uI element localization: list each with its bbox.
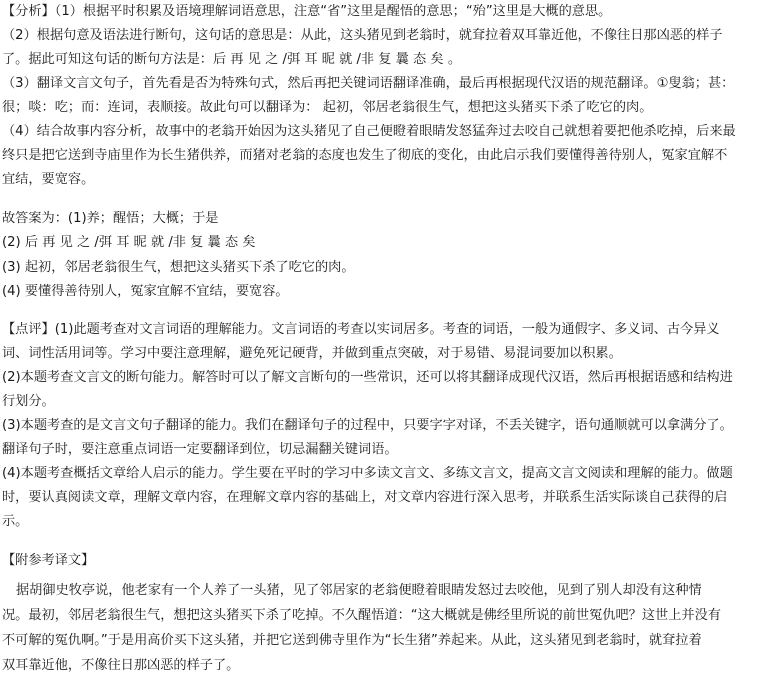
analysis-text-1: （1）根据平时积累及语境理解词语意思，注意“省”这里是醒悟的意思；“殆”这里是大概的意思。	[54, 4, 612, 19]
translation-line-4: 双耳靠近他，不像往日那凶恶的样子了。	[2, 658, 240, 673]
translation-line-2: 况。最初，邻居老翁很生气，想把这头猪买下杀了吃掉。不久醒悟道：“这大概就是佛经里所说的前世冤仇吧？这世上并没有	[2, 608, 721, 623]
answer-line-2: (2) 后 再 见 之 /弭 耳 昵 就 /非 复 曩 态 矣	[2, 235, 256, 250]
translation-line-3: 不可解的冤仇啊。”于是用高价买下这头猪，并把它送到佛寺里作为“长生猪”养起来。从此，这头猪见到老翁时，就耷拉着	[2, 633, 702, 648]
answer-line-1: 故答案为：(1)养；醒悟；大概；于是	[2, 211, 219, 226]
analysis-line-2: （2）根据句意及语法进行断句，这句话的意思是：从此，这头猪见到老翁时，就耷拉着双耳靠近他，不像往日那凶恶的样子	[2, 28, 723, 43]
analysis-line-4: （3）翻译文言文句子，首先看是否为特殊句式，然后再把关键词语翻译准确，最后再根据现代汉语的规范翻译。①叟翁；甚：	[2, 76, 735, 91]
answer-line-4: (4) 要懂得善待别人，冤家宜解不宜结，要宽容。	[2, 284, 289, 299]
analysis-line-1	[2, 3, 611, 21]
comment-line-5: (3)本题考查的是文言文句子翻译的能力。我们在翻译句子的过程中，只要字字对译，不丢关键字，语句通顺就可以拿满分了。	[2, 418, 733, 433]
comment-line-8: 时，要认真阅读文章，理解文章内容，在理解文章内容的基础上，对文章内容进行深入思考，并联系生活实际谈自己获得的启	[2, 490, 728, 505]
analysis-line-5: 很；啖：吃；而：连词，表顺接。故此句可以翻译为： 起初，邻居老翁很生气，想把这头猪买下杀了吃它的肉。	[2, 100, 653, 115]
comment-line-3: (2)本题考查文言文的断句能力。解答时可以了解文言断句的一些常识，还可以将其翻译成现代汉语，然后再根据语感和结构进	[2, 370, 733, 385]
analysis-line-6: （4）结合故事内容分析，故事中的老翁开始因为这头猪见了自己便瞪着眼睛发怒猛奔过去咬自己就想着要把他杀吃掉，后来最	[2, 124, 736, 139]
comment-line-2: 词、词性活用词等。学习中要注意理解，避免死记硬背，并做到重点突破，对于易错、易混词要加以积累。	[2, 346, 622, 361]
comment-line-7: (4)本题考查概括文章给人启示的能力。学生要在平时的学习中多读文言文、多练文言文，提高文言文阅读和理解的能力。做题	[2, 466, 733, 481]
comment-line-9: 示。	[2, 514, 29, 529]
comment-line-4: 行划分。	[2, 394, 55, 409]
analysis-line-8: 宜结，要宽容。	[2, 172, 95, 187]
comment-line-1: 【点评】(1)此题考查对文言词语的理解能力。文言词语的考查以实词居多。考查的词语，一般为通假字、多义词、古今异义	[2, 322, 720, 337]
analysis-line-7: 终只是把它送到寺庙里作为长生猪供养，而猪对老翁的态度也发生了彻底的变化，由此启示我们要懂得善待别人，冤家宜解不	[2, 148, 728, 163]
translation-heading: 【附参考译文】	[2, 553, 95, 568]
comment-line-6: 翻译句子时，要注意重点词语一定要翻译到位，切忌漏翻关键词语。	[2, 442, 398, 457]
translation-line-1: 据胡御史牧亭说，他老家有一个人养了一头猪，见了邻居家的老翁便瞪着眼睛发怒过去咬他，见到了别人却没有这种情	[16, 583, 702, 598]
analysis-heading: 【分析】	[2, 4, 55, 19]
analysis-line-3: 了。据此可知这句话的断句方法是：后 再 见 之 /弭 耳 昵 就 /非 复 曩 态 矣 。	[2, 52, 462, 67]
answer-line-3: (3) 起初，邻居老翁很生气，想把这头猪买下杀了吃它的肉。	[2, 260, 355, 275]
